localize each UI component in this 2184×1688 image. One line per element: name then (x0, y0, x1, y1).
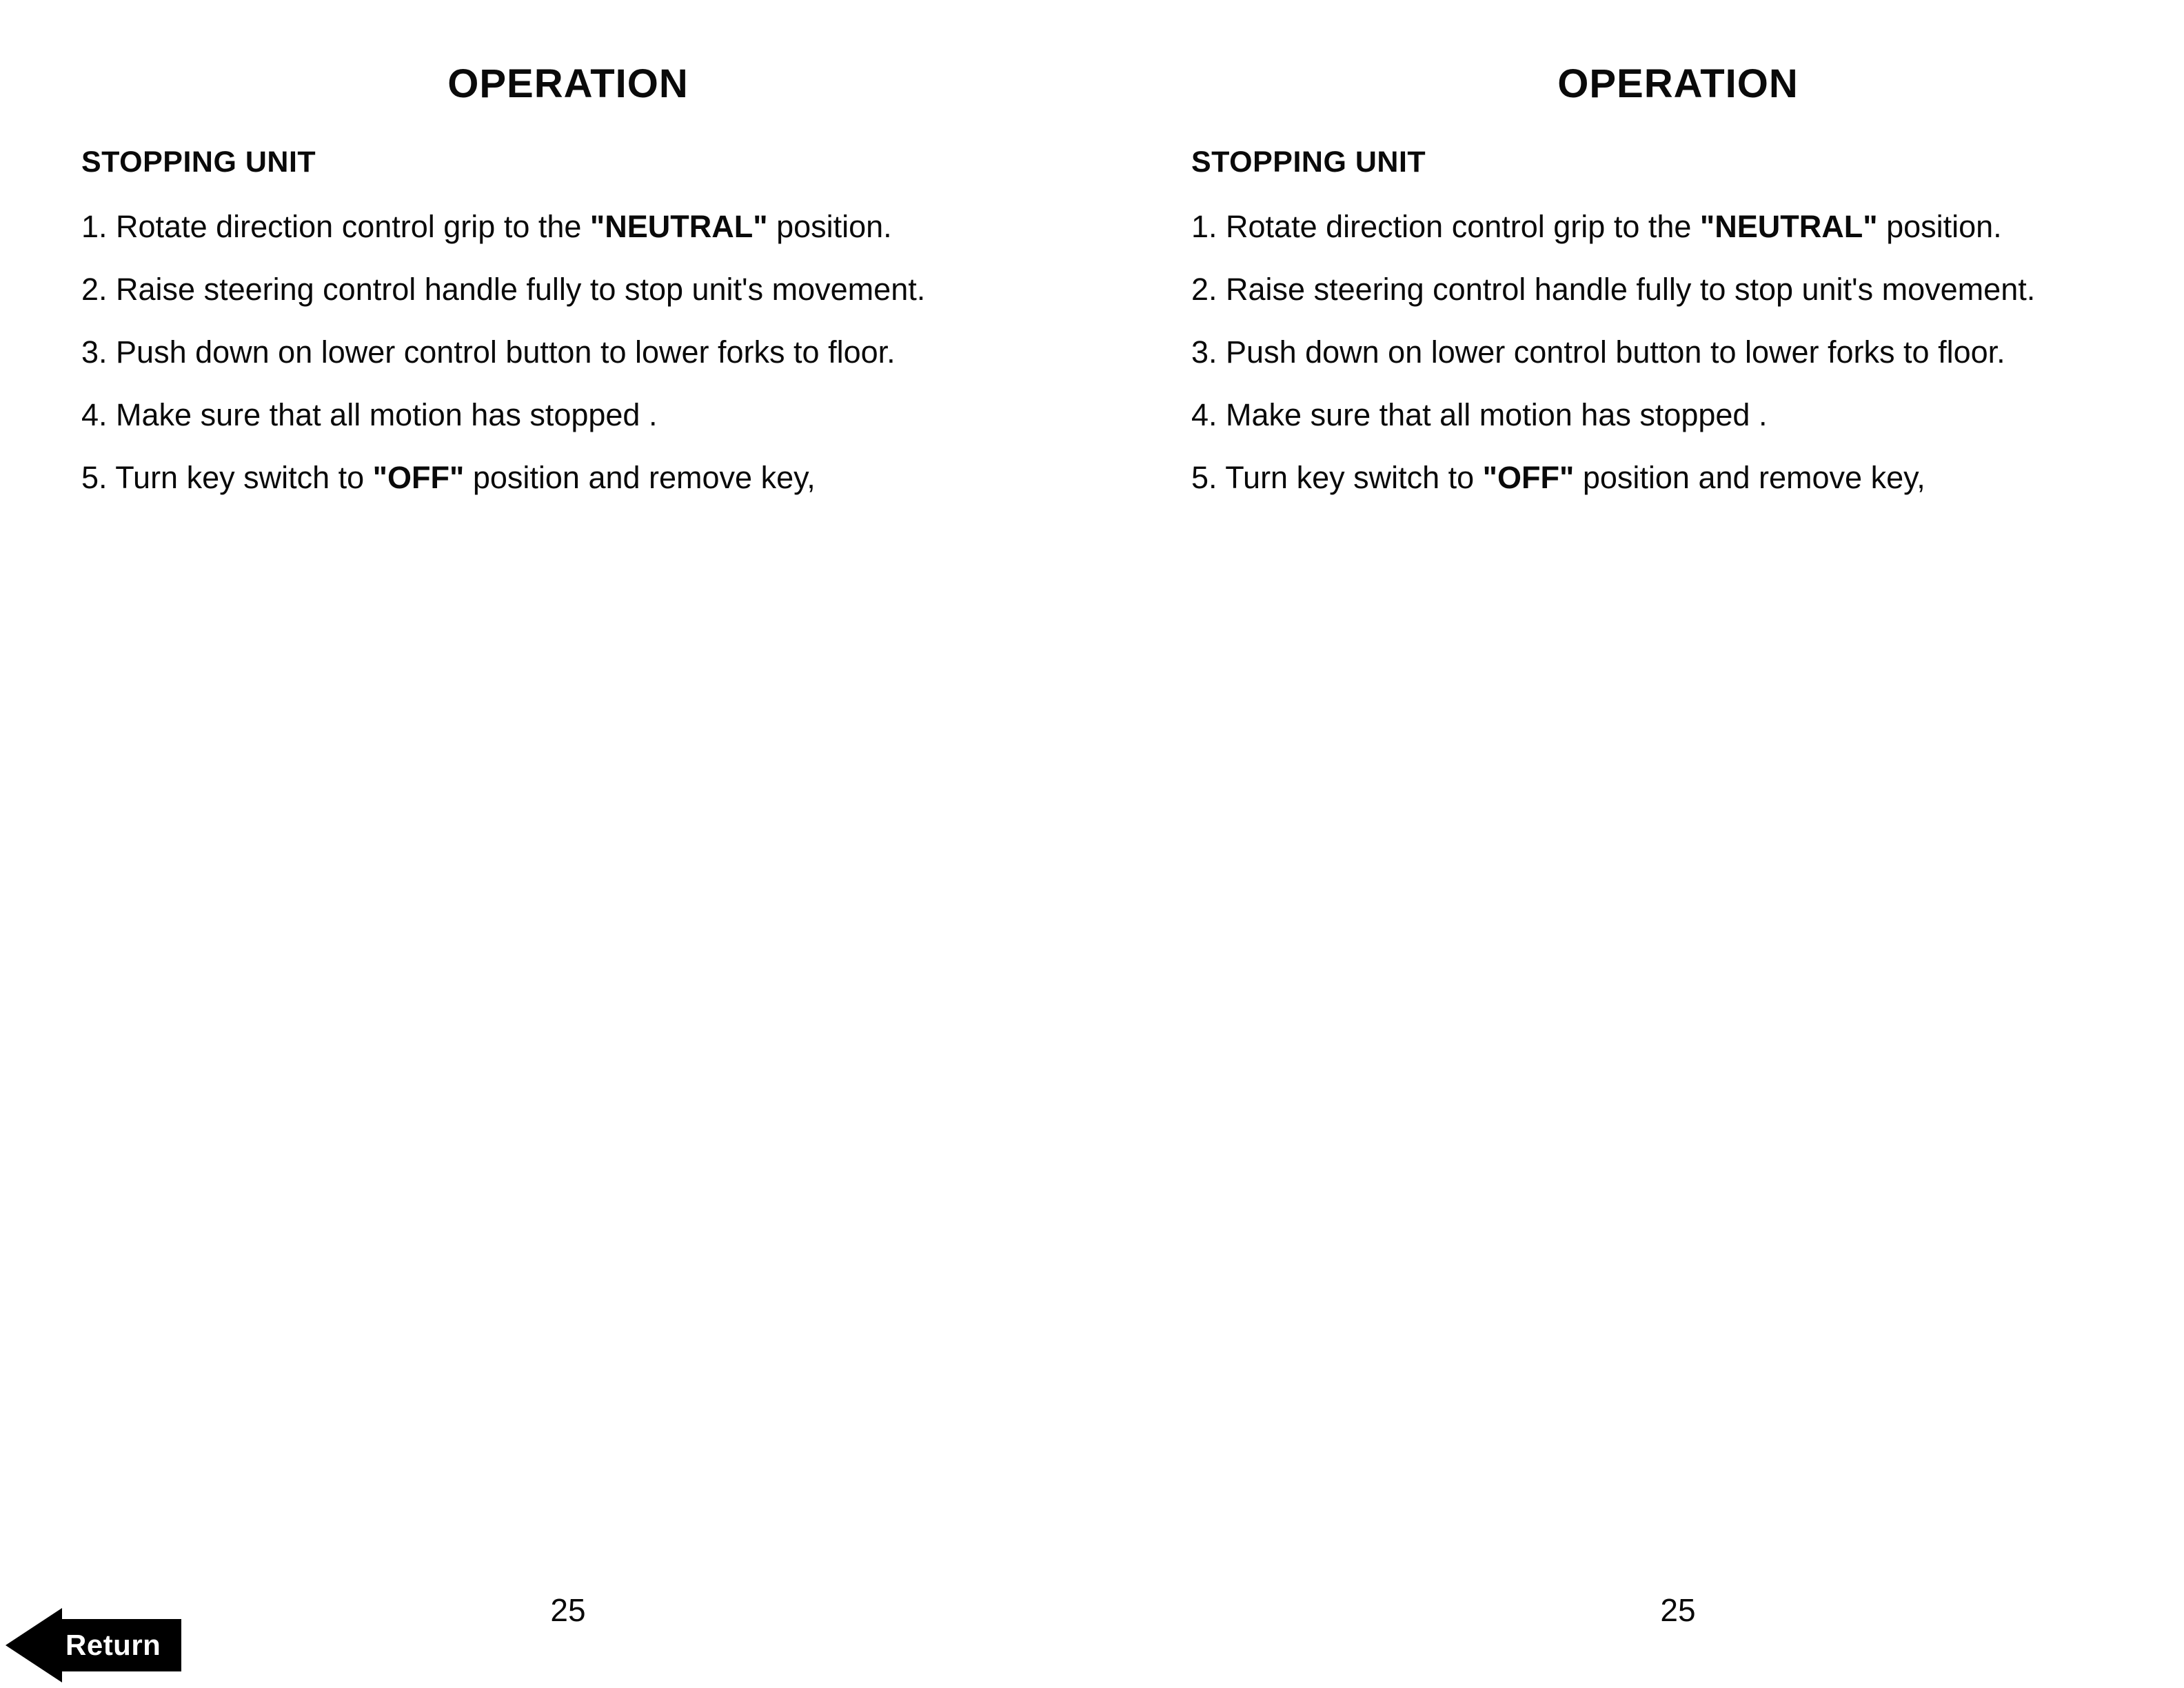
page-number: 25 (1660, 1592, 1696, 1628)
step-item: 4. Make sure that all motion has stopped . (81, 397, 658, 432)
right-page-column (1191, 61, 2165, 493)
arrow-left-icon (6, 1608, 62, 1682)
step-item: 1. Rotate direction control grip to the "NEUTRAL" position. (81, 209, 892, 244)
step-item: 5. Turn key switch to "OFF" position and remove key, (1191, 460, 1925, 495)
step-item: 4. Make sure that all motion has stopped . (1191, 397, 1768, 432)
return-button[interactable] (6, 1608, 181, 1682)
left-page-column (81, 61, 1055, 493)
return-label: Return (61, 1619, 181, 1671)
page-title: OPERATION (1557, 61, 1799, 106)
step-item: 2. Raise steering control handle fully to stop unit's movement. (1191, 272, 2036, 307)
step-item: 3. Push down on lower control button to lower forks to floor. (81, 334, 896, 370)
section-heading: STOPPING UNIT (81, 145, 316, 179)
page-title: OPERATION (447, 61, 689, 106)
section-heading: STOPPING UNIT (1191, 145, 1426, 179)
step-item: 2. Raise steering control handle fully to stop unit's movement. (81, 272, 926, 307)
page-number: 25 (550, 1592, 586, 1628)
step-item: 3. Push down on lower control button to lower forks to floor. (1191, 334, 2005, 370)
step-item: 5. Turn key switch to "OFF" position and remove key, (81, 460, 816, 495)
step-item: 1. Rotate direction control grip to the "NEUTRAL" position. (1191, 209, 2002, 244)
